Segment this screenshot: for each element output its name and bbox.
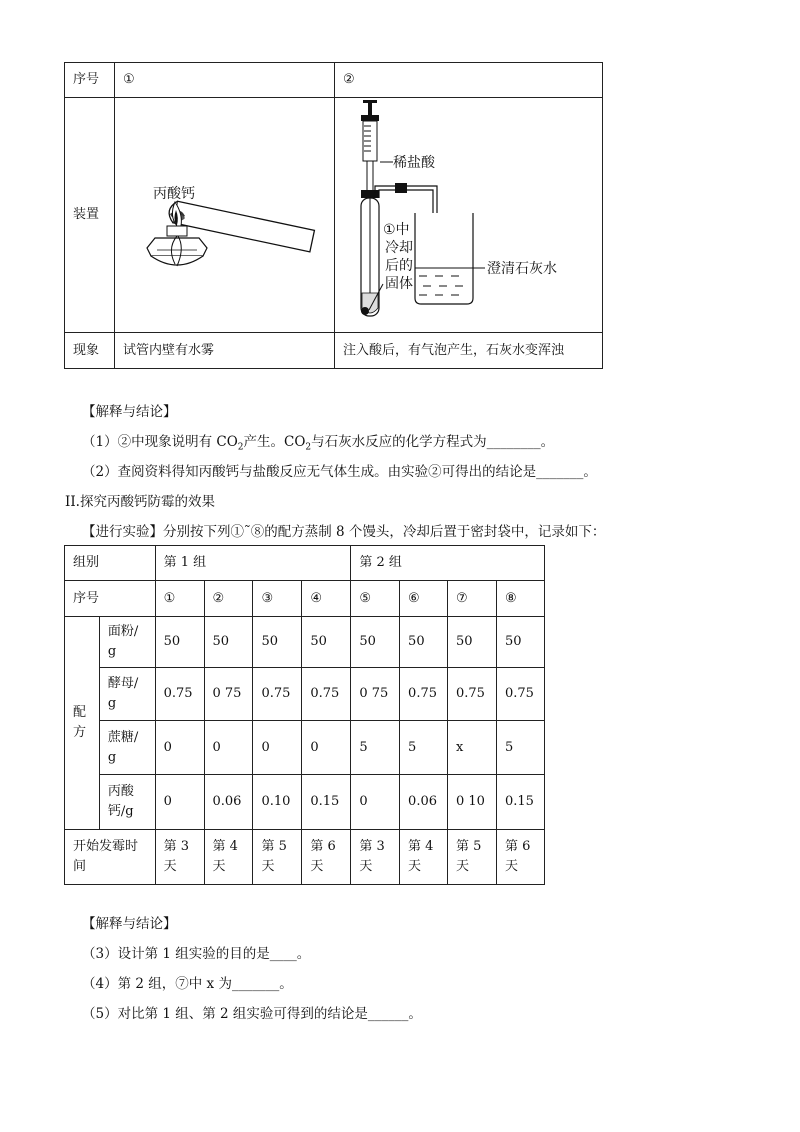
apparatus-table [64, 62, 603, 369]
value-cell: 50 [155, 617, 204, 668]
group1-label: 第 1 组 [155, 546, 351, 581]
table1-phenomenon-row [65, 333, 603, 369]
value-cell: 0.75 [496, 668, 544, 721]
recipe-table [64, 545, 545, 885]
value-cell: 0 75 [204, 668, 253, 721]
question-4: （4）第 2 组，⑦中 x 为_______。 [82, 976, 293, 992]
sugar-row [65, 721, 545, 775]
table1-index-label: 序号 [65, 63, 115, 98]
value-cell: x [448, 721, 497, 775]
value-cell: 0.75 [400, 668, 448, 721]
mold-cell: 第 3 天 [351, 830, 400, 885]
value-cell: 0.75 [448, 668, 497, 721]
value-cell: 5 [351, 721, 400, 775]
table1-apparatus-label: 装置 [65, 98, 115, 333]
table1-header-row [65, 63, 603, 98]
question-5: （5）对比第 1 组、第 2 组实验可得到的结论是______。 [82, 1006, 422, 1022]
gas-test-apparatus-figure [335, 98, 602, 332]
table1-col1-index: ① [115, 63, 335, 98]
row-name-yeast: 酵母/g [99, 668, 155, 721]
part2-title: II.探究丙酸钙防霉的效果 [65, 494, 215, 510]
table1-phenomenon-label: 现象 [65, 333, 115, 369]
row-name-flour: 面粉/g [99, 617, 155, 668]
value-cell: 0.75 [302, 668, 351, 721]
figure2-solid-label-1: ①中 [383, 222, 410, 238]
mold-time-label: 开始发霉时间 [65, 830, 156, 885]
value-cell: 0.06 [204, 775, 253, 830]
value-cell: 0 [351, 775, 400, 830]
table1-apparatus-row [65, 98, 603, 333]
mold-cell: 第 5 天 [253, 830, 302, 885]
index-cell: ⑧ [496, 581, 544, 617]
figure1-label: 丙酸钙 [153, 186, 195, 202]
yeast-row [65, 668, 545, 721]
value-cell: 50 [351, 617, 400, 668]
figure2-acid-label: 稀盐酸 [393, 155, 435, 171]
index-cell: ① [155, 581, 204, 617]
index-cell: ⑤ [351, 581, 400, 617]
mold-cell: 第 4 天 [400, 830, 448, 885]
mold-cell: 第 4 天 [204, 830, 253, 885]
group-label: 组别 [65, 546, 156, 581]
index-label: 序号 [65, 581, 156, 617]
value-cell: 0.75 [253, 668, 302, 721]
index-cell: ⑦ [448, 581, 497, 617]
q1-prefix: （1）②中现象说明有 CO [82, 434, 238, 450]
figure2-solid-label-2: 冷却 [385, 240, 413, 256]
table1-col2-index: ② [335, 63, 603, 98]
figure1-cell [115, 98, 335, 333]
value-cell: 0.10 [253, 775, 302, 830]
value-cell: 0 75 [351, 668, 400, 721]
value-cell: 50 [204, 617, 253, 668]
value-cell: 5 [496, 721, 544, 775]
value-cell: 50 [253, 617, 302, 668]
value-cell: 0 [155, 721, 204, 775]
index-cell: ⑥ [400, 581, 448, 617]
value-cell: 0 10 [448, 775, 497, 830]
value-cell: 0.06 [400, 775, 448, 830]
experiment-intro: 【进行实验】分别按下列①˜⑧的配方蒸制 8 个馒头，冷却后置于密封袋中，记录如下： [82, 524, 606, 540]
index-row [65, 581, 545, 617]
q1-sub2: 2 [305, 442, 312, 453]
mold-cell: 第 6 天 [302, 830, 351, 885]
recipe-label-text: 配方 [73, 705, 87, 740]
index-cell: ③ [253, 581, 302, 617]
table1-phenomenon-1: 试管内壁有水雾 [115, 333, 335, 369]
section1-heading: 【解释与结论】 [82, 404, 177, 420]
figure2-solid-label-3: 后的 [385, 258, 413, 274]
value-cell: 50 [400, 617, 448, 668]
heating-apparatus-figure [115, 98, 334, 332]
section2-heading: 【解释与结论】 [82, 916, 177, 932]
value-cell: 0.15 [302, 775, 351, 830]
question-2: （2）查阅资料得知丙酸钙与盐酸反应无气体生成。由实验②可得出的结论是_______。 [82, 464, 597, 480]
recipe-label [65, 617, 100, 830]
value-cell: 0 [302, 721, 351, 775]
propionate-row [65, 775, 545, 830]
row-name-sugar: 蔗糖/g [99, 721, 155, 775]
value-cell: 0 [155, 775, 204, 830]
value-cell: 0.75 [155, 668, 204, 721]
row-name-propionate: 丙酸钙/g [99, 775, 155, 830]
value-cell: 0 [204, 721, 253, 775]
value-cell: 50 [496, 617, 544, 668]
index-cell: ④ [302, 581, 351, 617]
figure2-limewater-label: 澄清石灰水 [487, 261, 557, 277]
value-cell: 50 [448, 617, 497, 668]
q1-mid: 产生。CO [243, 434, 306, 450]
mold-time-row [65, 830, 545, 885]
group-row [65, 546, 545, 581]
mold-cell: 第 5 天 [448, 830, 497, 885]
q1-sub1: 2 [237, 442, 244, 453]
mold-cell: 第 6 天 [496, 830, 544, 885]
index-cell: ② [204, 581, 253, 617]
value-cell: 0 [253, 721, 302, 775]
question-3: （3）设计第 1 组实验的目的是____。 [82, 946, 311, 962]
value-cell: 0.15 [496, 775, 544, 830]
figure2-cell [335, 98, 603, 333]
table1-phenomenon-2: 注入酸后，有气泡产生，石灰水变浑浊 [335, 333, 603, 369]
q1-suffix: 与石灰水反应的化学方程式为________。 [311, 434, 555, 450]
flour-row [65, 617, 545, 668]
value-cell: 5 [400, 721, 448, 775]
mold-cell: 第 3 天 [155, 830, 204, 885]
value-cell: 50 [302, 617, 351, 668]
figure2-solid-label-4: 固体 [385, 276, 413, 292]
group2-label: 第 2 组 [351, 546, 545, 581]
question-1 [82, 430, 554, 453]
